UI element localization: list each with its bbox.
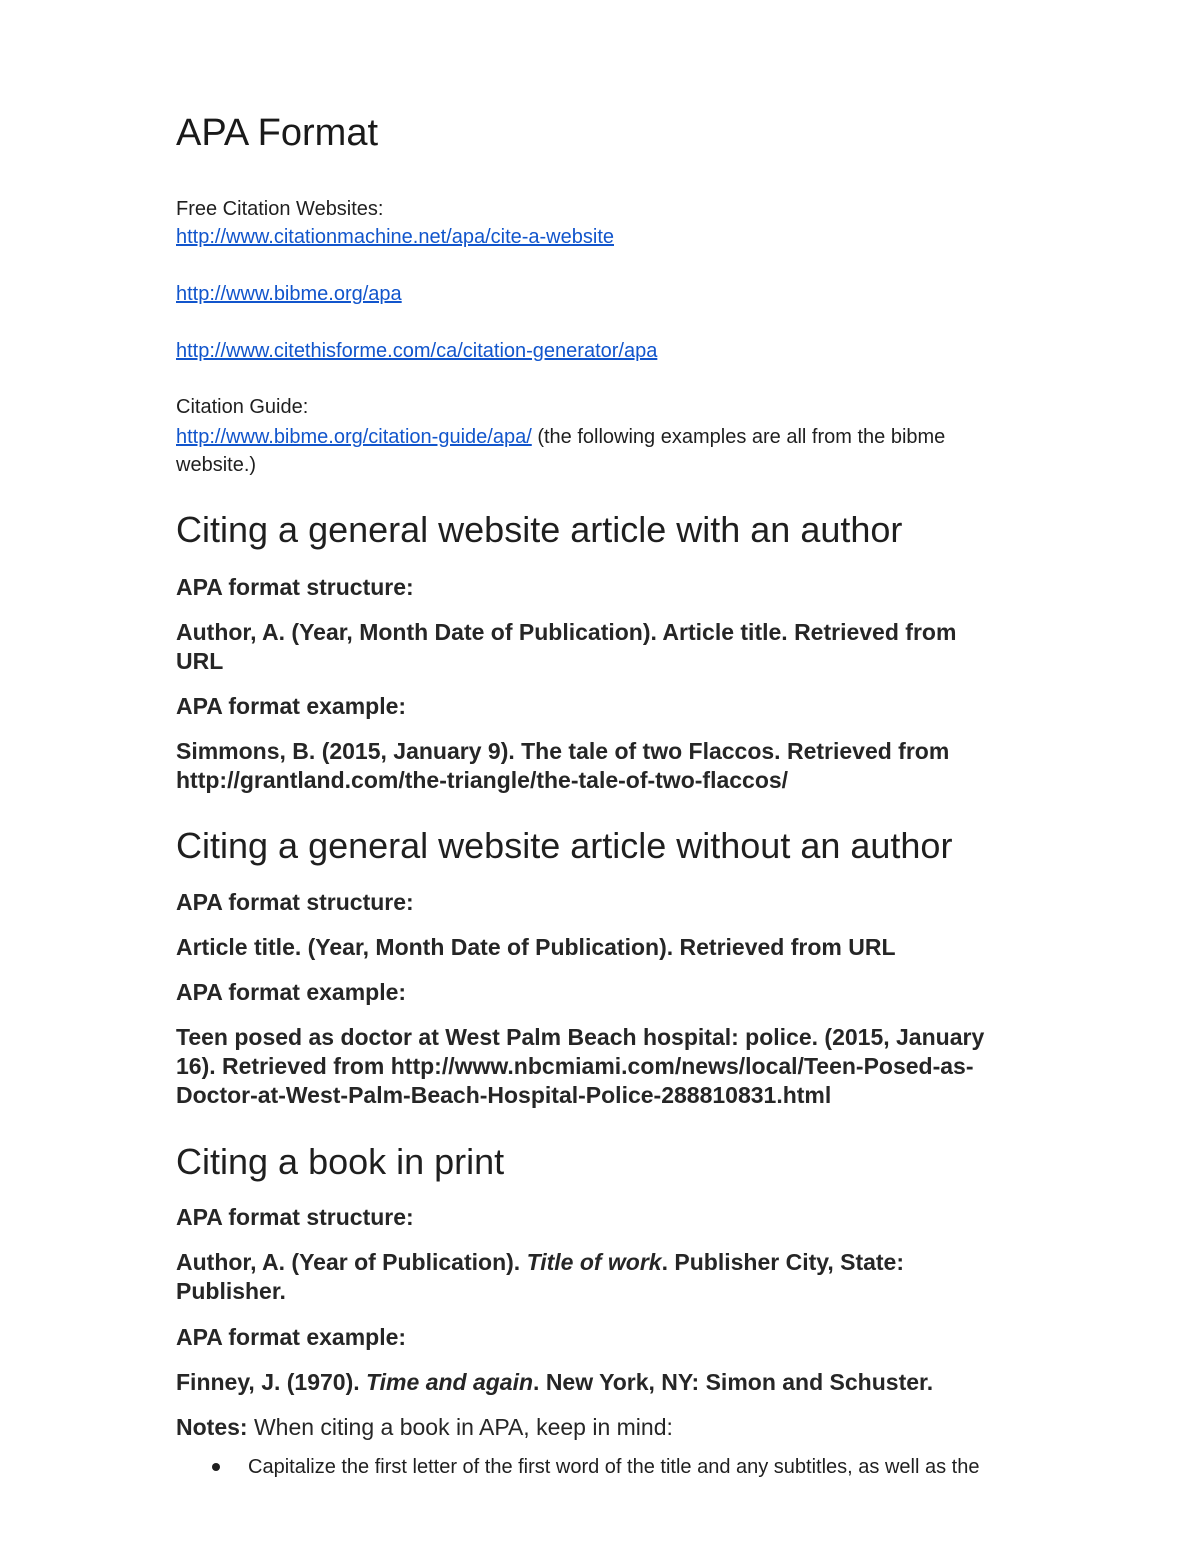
section2-example-line2: 16). Retrieved from http://www.nbcmiami.com/news/local/Teen-Posed-as- <box>176 1053 974 1079</box>
section1-example-label: APA format example: <box>176 693 407 719</box>
notes-label: Notes: <box>176 1414 248 1440</box>
citation-link-citationmachine[interactable]: http://www.citationmachine.net/apa/cite-a-website <box>176 226 614 248</box>
section1-structure-line1: Author, A. (Year, Month Date of Publication). Article title. Retrieved from <box>176 619 957 645</box>
citation-link-bibme[interactable]: http://www.bibme.org/apa <box>176 283 402 305</box>
section3-example-post: . New York, NY: Simon and Schuster. <box>533 1369 934 1395</box>
section2-structure-line1: Article title. (Year, Month Date of Publication). Retrieved from URL <box>176 934 896 960</box>
section3-structure-line2: Publisher. <box>176 1278 286 1304</box>
section3-structure-pre: Author, A. (Year of Publication). <box>176 1249 527 1275</box>
section1-structure-label: APA format structure: <box>176 574 414 600</box>
section3-example-label: APA format example: <box>176 1324 407 1350</box>
section2-structure-label: APA format structure: <box>176 889 414 915</box>
section3-structure-post: . Publisher City, State: <box>661 1249 905 1275</box>
section3-structure-title: Title of work <box>526 1249 662 1275</box>
section3-example-title: Time and again <box>366 1369 534 1395</box>
section3-structure-line1 <box>176 1247 1026 1277</box>
citation-guide-link[interactable]: http://www.bibme.org/citation-guide/apa/ <box>176 426 532 448</box>
citation-guide-note-cont: website.) <box>176 454 257 476</box>
notes-text: When citing a book in APA, keep in mind: <box>247 1414 673 1440</box>
citation-guide-line <box>176 423 945 451</box>
bullet-icon <box>212 1463 220 1471</box>
citation-guide-note: (the following examples are all from the bibme <box>531 426 946 448</box>
section3-example-line1 <box>176 1367 1026 1397</box>
section-heading-without-author: Citing a general website article without an author <box>176 825 953 866</box>
section-heading-book-in-print: Citing a book in print <box>176 1141 505 1182</box>
citation-link-citethisforme[interactable]: http://www.citethisforme.com/ca/citation-generator/apa <box>176 340 658 362</box>
section2-example-line3: Doctor-at-West-Palm-Beach-Hospital-Police-288810831.html <box>176 1082 832 1108</box>
free-citation-label: Free Citation Websites: <box>176 198 384 220</box>
section1-structure-line2: URL <box>176 648 224 674</box>
section-heading-with-author: Citing a general website article with an author <box>176 509 903 550</box>
citation-guide-label: Citation Guide: <box>176 396 309 418</box>
page-title: APA Format <box>176 112 379 154</box>
section1-example-line1: Simmons, B. (2015, January 9). The tale of two Flaccos. Retrieved from <box>176 738 950 764</box>
section1-example-line2: http://grantland.com/the-triangle/the-tale-of-two-flaccos/ <box>176 767 789 793</box>
section2-example-line1: Teen posed as doctor at West Palm Beach hospital: police. (2015, January <box>176 1024 985 1050</box>
bullet-text: Capitalize the first letter of the first word of the title and any subtitles, as well as the <box>248 1456 980 1478</box>
section3-structure-label: APA format structure: <box>176 1204 414 1230</box>
section3-notes-line <box>176 1412 1026 1442</box>
section2-example-label: APA format example: <box>176 979 407 1005</box>
section3-example-pre: Finney, J. (1970). <box>176 1369 367 1395</box>
